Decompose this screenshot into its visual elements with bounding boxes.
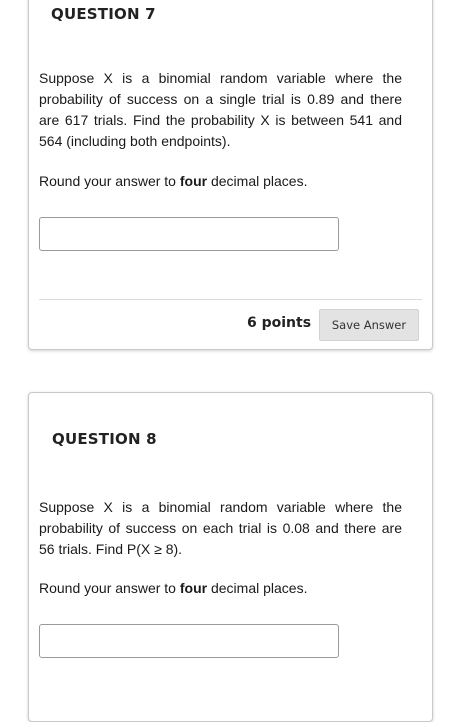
question-title: QUESTION 8	[52, 430, 157, 448]
instruction-suffix: decimal places.	[207, 173, 308, 189]
instruction-suffix: decimal places.	[207, 580, 308, 596]
rounding-instruction	[39, 173, 307, 189]
save-answer-button[interactable]: Save Answer	[319, 309, 419, 341]
instruction-prefix: Round your answer to	[39, 173, 180, 189]
question-title: QUESTION 7	[51, 5, 156, 23]
divider	[39, 299, 422, 300]
question-text: Suppose X is a binomial random variable where the probability of success on each trial is 0.08 and there are 56 trials. Find P(X ≥ 8).	[39, 499, 402, 557]
answer-input[interactable]	[39, 624, 339, 658]
points-label: 6 points	[247, 315, 312, 331]
question-text: Suppose X is a binomial random variable where the probability of success on a single trial is 0.89 and there are 617 trials. Find the probability X is between 541 and 564 (including both endpoints).	[39, 70, 402, 149]
rounding-instruction	[39, 580, 307, 596]
question-8-card	[28, 392, 433, 722]
instruction-prefix: Round your answer to	[39, 580, 180, 596]
answer-input[interactable]	[39, 217, 339, 251]
question-7-card	[28, 0, 433, 350]
instruction-emphasis: four	[179, 173, 208, 189]
instruction-emphasis: four	[179, 580, 208, 596]
